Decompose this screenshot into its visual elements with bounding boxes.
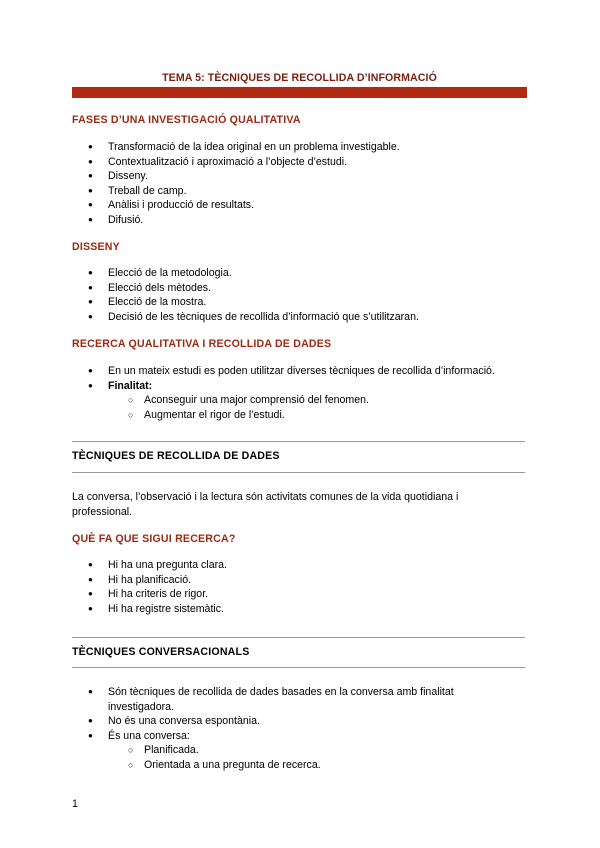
list-item: ● Anàlisi i producció de resultats.: [72, 198, 522, 213]
heading-que-fa-recerca: QUÈ FA QUE SIGUI RECERCA?: [72, 533, 236, 545]
list-item: ● En un mateix estudi es poden utilitzar diverses tècniques de recollida d’informació.: [72, 364, 522, 379]
sub-list-item: ○ Augmentar el rigor de l’estudi.: [108, 408, 522, 423]
list-item: ● Elecció dels mètodes.: [72, 281, 522, 296]
list-item-text: És una conversa:: [108, 729, 190, 742]
list-item: ● Hi ha una pregunta clara.: [72, 558, 522, 573]
sub-list-item: ○ Orientada a una pregunta de recerca.: [108, 758, 492, 773]
sub-list-item: ○ Aconseguir una major comprensió del fenomen.: [108, 393, 522, 408]
heading-tecniques-recollida: TÈCNIQUES DE RECOLLIDA DE DADES: [72, 450, 280, 462]
sublist-finalitat: [108, 393, 522, 422]
list-item: ● Elecció de la mostra.: [72, 295, 522, 310]
heading-recerca-qualitativa: RECERCA QUALITATIVA I RECOLLIDA DE DADES: [72, 338, 332, 350]
paragraph-conversa: La conversa, l’observació i la lectura són activitats comunes de la vida quotidiana i professional.: [72, 491, 459, 518]
list-item: ● Hi ha criteris de rigor.: [72, 587, 522, 602]
document-title: TEMA 5: TÈCNIQUES DE RECOLLIDA D’INFORMACIÓ: [162, 72, 437, 84]
list-recerca-criteris: [72, 558, 522, 616]
divider: [72, 667, 525, 668]
list-item: ● No és una conversa espontània.: [72, 714, 492, 729]
list-fases: [72, 140, 522, 228]
list-item-finalitat: [72, 379, 522, 423]
heading-fases: FASES D’UNA INVESTIGACIÓ QUALITATIVA: [72, 114, 301, 126]
list-item-conversa: [72, 729, 492, 773]
heading-disseny: DISSENY: [72, 241, 120, 253]
list-item: ● Transformació de la idea original en un problema investigable.: [72, 140, 522, 155]
sublist-conversa: [108, 743, 492, 772]
list-item: ● Difusió.: [72, 213, 522, 228]
list-recerca: [72, 364, 522, 422]
divider: [72, 637, 525, 638]
list-item: ● Disseny.: [72, 169, 522, 184]
list-item: ● Elecció de la metodologia.: [72, 266, 522, 281]
sub-list-item: ○ Planificada.: [108, 743, 492, 758]
list-item: ● Són tècniques de recollida de dades basades en la conversa amb finalitat investigadora.: [72, 685, 492, 714]
list-disseny: [72, 266, 522, 324]
finalitat-label: Finalitat:: [108, 379, 153, 392]
page-number: 1: [72, 798, 78, 810]
title-accent-bar: [72, 87, 527, 98]
divider: [72, 472, 525, 473]
list-item: ● Hi ha planificació.: [72, 573, 522, 588]
list-item: ● Decisió de les tècniques de recollida d’informació que s’utilitzaran.: [72, 310, 522, 325]
divider: [72, 441, 525, 442]
heading-tecniques-conversacionals: TÈCNIQUES CONVERSACIONALS: [72, 646, 250, 658]
list-item: ● Treball de camp.: [72, 184, 522, 199]
list-conversacionals: [72, 685, 492, 773]
list-item: ● Contextualització i aproximació a l’objecte d’estudi.: [72, 155, 522, 170]
list-item: ● Hi ha registre sistemàtic.: [72, 602, 522, 617]
